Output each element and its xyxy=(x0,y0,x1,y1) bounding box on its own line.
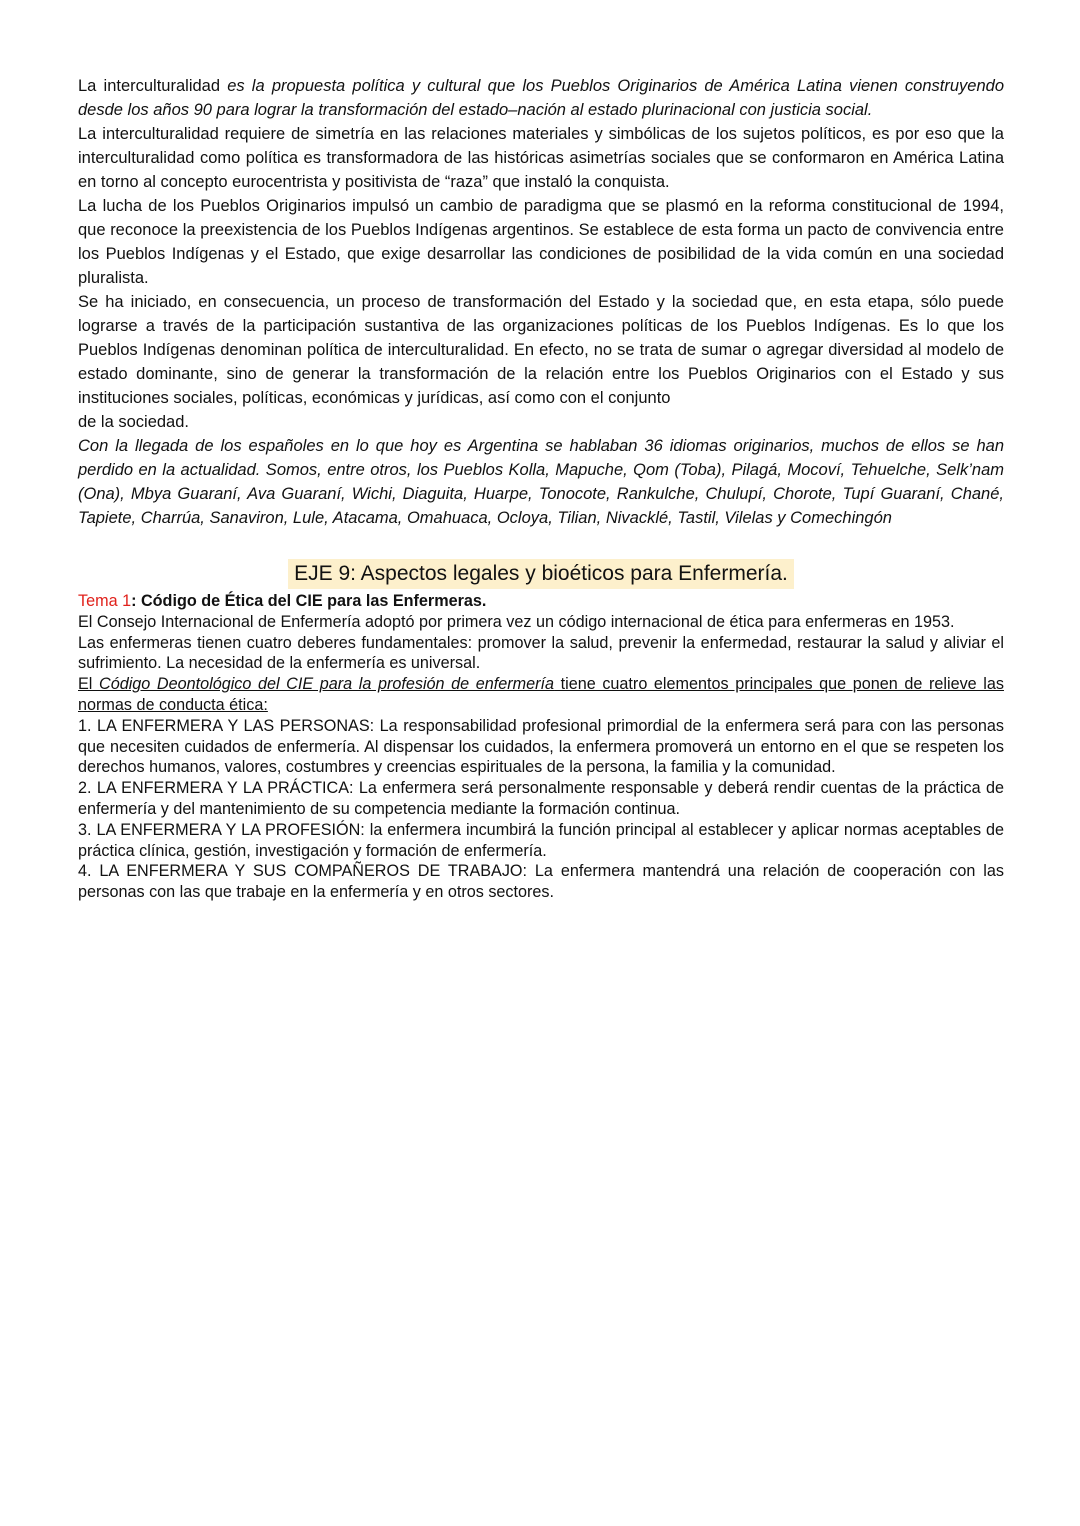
intro-paragraph-1 xyxy=(78,74,1004,122)
tema-paragraph-1: El Consejo Internacional de Enfermería adoptó por primera vez un código internacional de ética para enfermeras en 1953. xyxy=(78,612,955,631)
intro-paragraph-5: Con la llegada de los españoles en lo que hoy es Argentina se hablaban 36 idiomas originarios, muchos de ellos se han perdido en la actualidad. Somos, entre otros, los Pueblos Kolla, Mapuche, Qom (Toba), Pilagá, Mocoví, Tehuelche, Selk’nam (Ona), Mbya Guaraní, Ava Guaraní, Wichi, Diaguita, Huarpe, Tonocote, Rankulche, Chulupí, Chorote, Tupí Guaraní, Chané, Tapiete, Charrúa, Sanaviron, Lule, Atacama, Omahuaca, Ocloya, Tilian, Nivacklé, Tastil, Vilelas y Comechingón xyxy=(78,437,1004,527)
intro-paragraph-4: Se ha iniciado, en consecuencia, un proceso de transformación del Estado y la sociedad que, en esta etapa, sólo puede lograrse a través de la participación sustantiva de las organizaciones políticas de los Pueblos Indígenas. Es lo que los Pueblos Indígenas denominan política de interculturalidad. En efecto, no se trata de sumar o agregar diversidad al modelo de estado dominante, sino de generar la transformación de la relación entre los Pueblos Originarios con el Estado y sus instituciones sociales, políticas, económicas y jurídicas, así como con el conjunto xyxy=(78,293,1004,407)
tema-paragraph-2: Las enfermeras tienen cuatro deberes fundamentales: promover la salud, prevenir la enfermedad, restaurar la salud y aliviar el sufrimiento. La necesidad de la enfermería es universal. xyxy=(78,633,1004,673)
code-intro-pre: El xyxy=(78,675,99,694)
intro-section xyxy=(78,74,1004,530)
intro-p1-lead: La interculturalidad xyxy=(78,77,228,95)
tema-label: Tema 1 xyxy=(78,592,132,610)
code-element-3: 3. LA ENFERMERA Y LA PROFESIÓN: la enfermera incumbirá la función principal al establecer y aplicar normas aceptables de práctica clínica, gestión, investigación y formación de enfermería. xyxy=(78,820,1004,860)
code-element-2: 2. LA ENFERMERA Y LA PRÁCTICA: La enfermera será personalmente responsable y deberá rendir cuentas de la práctica de enfermería y del mantenimiento de su competencia mediante la formación continua. xyxy=(78,779,1004,818)
intro-paragraph-2: La interculturalidad requiere de simetría en las relaciones materiales y simbólicas de los sujetos políticos, es por eso que la interculturalidad como política es transformadora de las históricas asimetrías sociales que se conformaron en América Latina en torno al concepto eurocentrista y positivista de “raza” que instaló la conquista. xyxy=(78,125,1004,191)
eje-heading-wrap xyxy=(78,559,1004,591)
code-intro-post: tiene cuatro elementos principales que ponen de relieve las normas de conducta ética: xyxy=(78,675,1004,714)
document-page xyxy=(78,74,1004,903)
intro-p1-italic: es la propuesta política y cultural que los Pueblos Originarios de América Latina vienen construyendo desde los años 90 para lograr la transformación del estado–nación al estado plurinacional con justicia social. xyxy=(78,77,1004,119)
tema-title: : Código de Ética del CIE para las Enfermeras. xyxy=(131,592,487,610)
intro-paragraph-4-tail: de la sociedad. xyxy=(78,413,189,431)
tema-heading xyxy=(78,591,1004,612)
tema-section xyxy=(78,591,1004,903)
code-title: Código Deontológico del CIE para la profesión de enfermería xyxy=(99,675,555,694)
intro-paragraph-3: La lucha de los Pueblos Originarios impulsó un cambio de paradigma que se plasmó en la reforma constitucional de 1994, que reconoce la preexistencia de los Pueblos Indígenas argentinos. Se establece de esta forma un pacto de convivencia entre los Pueblos Indígenas y el Estado, que exige desarrollar las condiciones de posibilidad de la vida común en una sociedad pluralista. xyxy=(78,197,1004,287)
code-intro-paragraph xyxy=(78,674,1004,716)
code-element-1: 1. LA ENFERMERA Y LAS PERSONAS: La responsabilidad profesional primordial de la enfermera será para con las personas que necesiten cuidados de enfermería. Al dispensar los cuidados, la enfermera promoverá un entorno en el que se respeten los derechos humanos, valores, costumbres y creencias espirituales de la persona, la familia y la comunidad. xyxy=(78,716,1004,777)
eje-heading: EJE 9: Aspectos legales y bioéticos para Enfermería. xyxy=(288,559,794,589)
code-element-4: 4. LA ENFERMERA Y SUS COMPAÑEROS DE TRABAJO: La enfermera mantendrá una relación de cooperación con las personas con las que trabaje en la enfermería y en otros sectores. xyxy=(78,862,1004,902)
